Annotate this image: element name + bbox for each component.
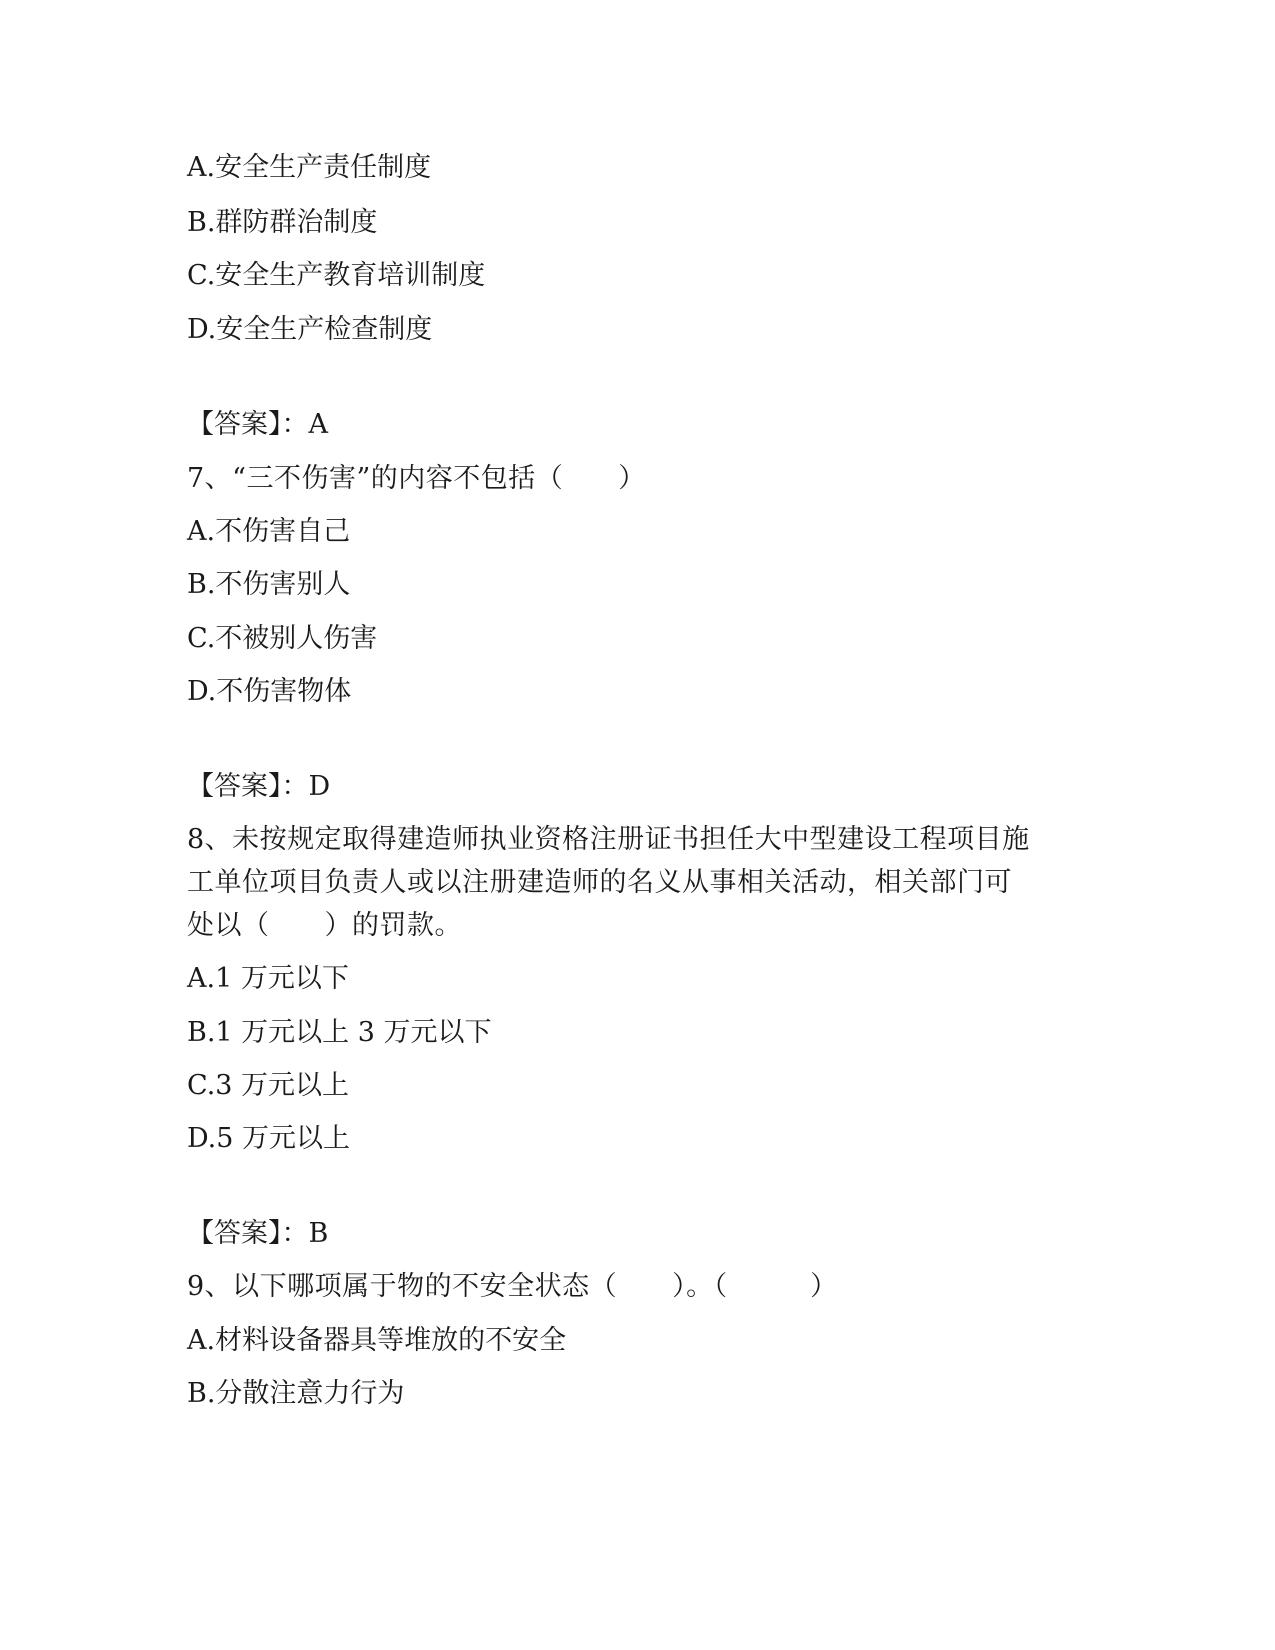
q7-stem: 7、“三不伤害”的内容不包括（ ）: [187, 463, 646, 494]
q6-option-b: B.群防群治制度: [187, 207, 378, 238]
q9-stem: 9、以下哪项属于物的不安全状态（ ）。（ ）: [187, 1271, 838, 1302]
q8-option-b: B.1 万元以上 3 万元以下: [187, 1017, 492, 1048]
q6-answer: 【答案】：A: [187, 409, 328, 440]
q7-answer: 【答案】：D: [187, 771, 331, 802]
q8-option-d: D.5 万元以上: [187, 1123, 351, 1154]
q9-option-b: B.分散注意力行为: [187, 1378, 405, 1409]
q8-answer: 【答案】：B: [187, 1218, 329, 1249]
q8-stem-line-2: 工单位项目负责人或以注册建造师的名义从事相关活动，相关部门可: [187, 867, 1012, 898]
q6-option-d: D.安全生产检查制度: [187, 314, 433, 345]
q8-stem-line-3: 处以（ ）的罚款。: [187, 910, 462, 941]
q6-option-a: A.安全生产责任制度: [187, 152, 432, 183]
q7-option-b: B.不伤害别人: [187, 569, 351, 600]
q7-option-d: D.不伤害物体: [187, 676, 352, 707]
q6-option-c: C.安全生产教育培训制度: [187, 260, 486, 291]
q8-stem-line-1: 8、未按规定取得建造师执业资格注册证书担任大中型建设工程项目施: [187, 824, 1030, 855]
q8-option-a: A.1 万元以下: [187, 963, 349, 994]
q7-option-a: A.不伤害自己: [187, 516, 351, 547]
q7-option-c: C.不被别人伤害: [187, 623, 378, 654]
q9-option-a: A.材料设备器具等堆放的不安全: [187, 1325, 567, 1356]
q8-option-c: C.3 万元以上: [187, 1070, 350, 1101]
